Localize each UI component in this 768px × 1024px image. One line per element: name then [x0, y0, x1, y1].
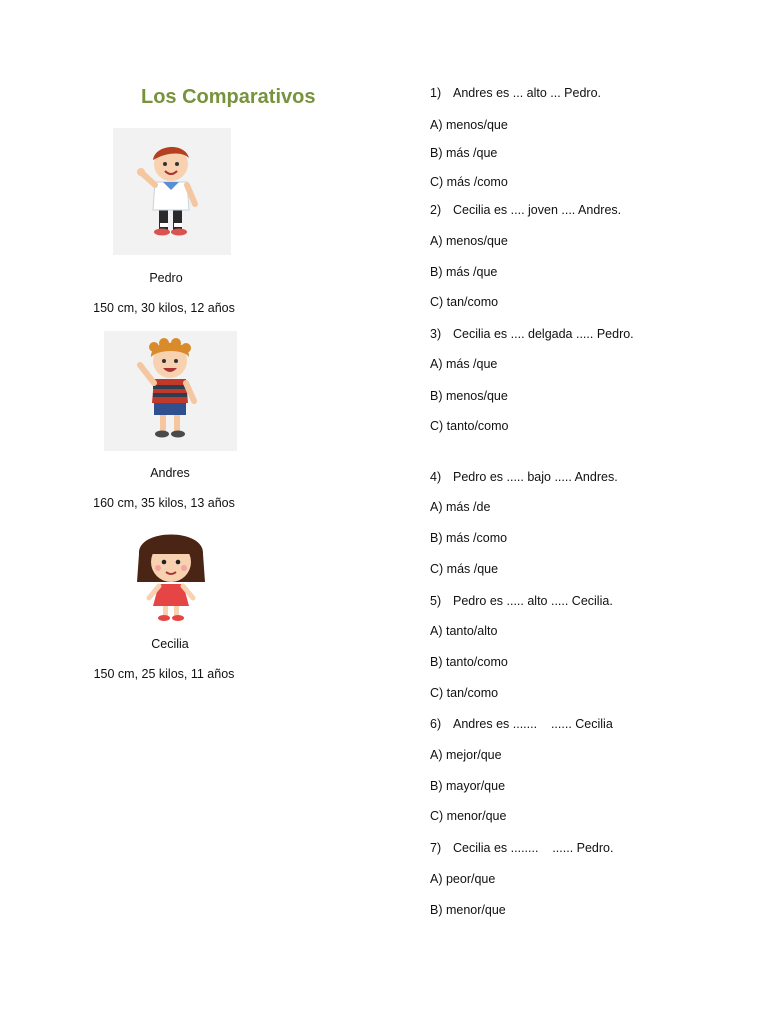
question-7-option-a: A) peor/que	[430, 872, 496, 886]
cecilia-illustration	[133, 524, 209, 624]
character-name-andres: Andres	[150, 466, 190, 480]
question-2-option-a: A) menos/que	[430, 234, 508, 248]
question-2-option-b: B) más /que	[430, 265, 498, 279]
question-text: Andres es ... alto ... Pedro.	[453, 86, 601, 100]
question-1-option-a: A) menos/que	[430, 118, 508, 132]
character-stats-cecilia: 150 cm, 25 kilos, 11 años	[93, 667, 235, 681]
question-2-option-c: C) tan/como	[430, 295, 499, 309]
question-text: Andres es ....... ...... Cecilia	[453, 717, 613, 731]
question-5-option-a: A) tanto/alto	[430, 624, 498, 638]
question-3-option-b: B) menos/que	[430, 389, 508, 403]
question-number: 4)	[430, 470, 442, 484]
question-4	[430, 470, 618, 484]
question-5-option-c: C) tan/como	[430, 686, 499, 700]
question-6-option-c: C) menor/que	[430, 809, 507, 823]
question-3	[430, 327, 634, 341]
character-stats-andres: 160 cm, 35 kilos, 13 años	[93, 496, 235, 510]
question-number: 3)	[430, 327, 442, 341]
question-4-option-a: A) más /de	[430, 500, 491, 514]
character-name-cecilia: Cecilia	[151, 637, 189, 651]
question-text: Pedro es ..... alto ..... Cecilia.	[453, 594, 613, 608]
question-1	[430, 86, 601, 100]
question-5-option-b: B) tanto/como	[430, 655, 508, 669]
question-number: 2)	[430, 203, 442, 217]
question-text: Cecilia es .... delgada ..... Pedro.	[453, 327, 634, 341]
question-4-option-b: B) más /como	[430, 531, 508, 545]
question-3-option-c: C) tanto/como	[430, 419, 509, 433]
question-number: 1)	[430, 86, 442, 100]
character-name-pedro: Pedro	[149, 271, 183, 285]
question-number: 5)	[430, 594, 442, 608]
question-number: 7)	[430, 841, 442, 855]
question-text: Cecilia es .... joven .... Andres.	[453, 203, 622, 217]
page-title: Los Comparativos	[141, 86, 316, 108]
question-3-option-a: A) más /que	[430, 357, 498, 371]
andres-illustration	[104, 331, 237, 451]
character-stats-pedro: 150 cm, 30 kilos, 12 años	[93, 301, 235, 315]
question-7-option-b: B) menor/que	[430, 903, 506, 917]
question-7	[430, 841, 613, 855]
question-6-option-a: A) mejor/que	[430, 748, 502, 762]
pedro-illustration	[113, 128, 231, 255]
question-5	[430, 594, 613, 608]
question-text: Cecilia es ........ ...... Pedro.	[453, 841, 614, 855]
question-text: Pedro es ..... bajo ..... Andres.	[453, 470, 618, 484]
question-6-option-b: B) mayor/que	[430, 779, 506, 793]
question-4-option-c: C) más /que	[430, 562, 499, 576]
question-6	[430, 717, 613, 731]
question-1-option-c: C) más /como	[430, 175, 508, 189]
question-2	[430, 203, 621, 217]
question-1-option-b: B) más /que	[430, 146, 498, 160]
question-number: 6)	[430, 717, 442, 731]
